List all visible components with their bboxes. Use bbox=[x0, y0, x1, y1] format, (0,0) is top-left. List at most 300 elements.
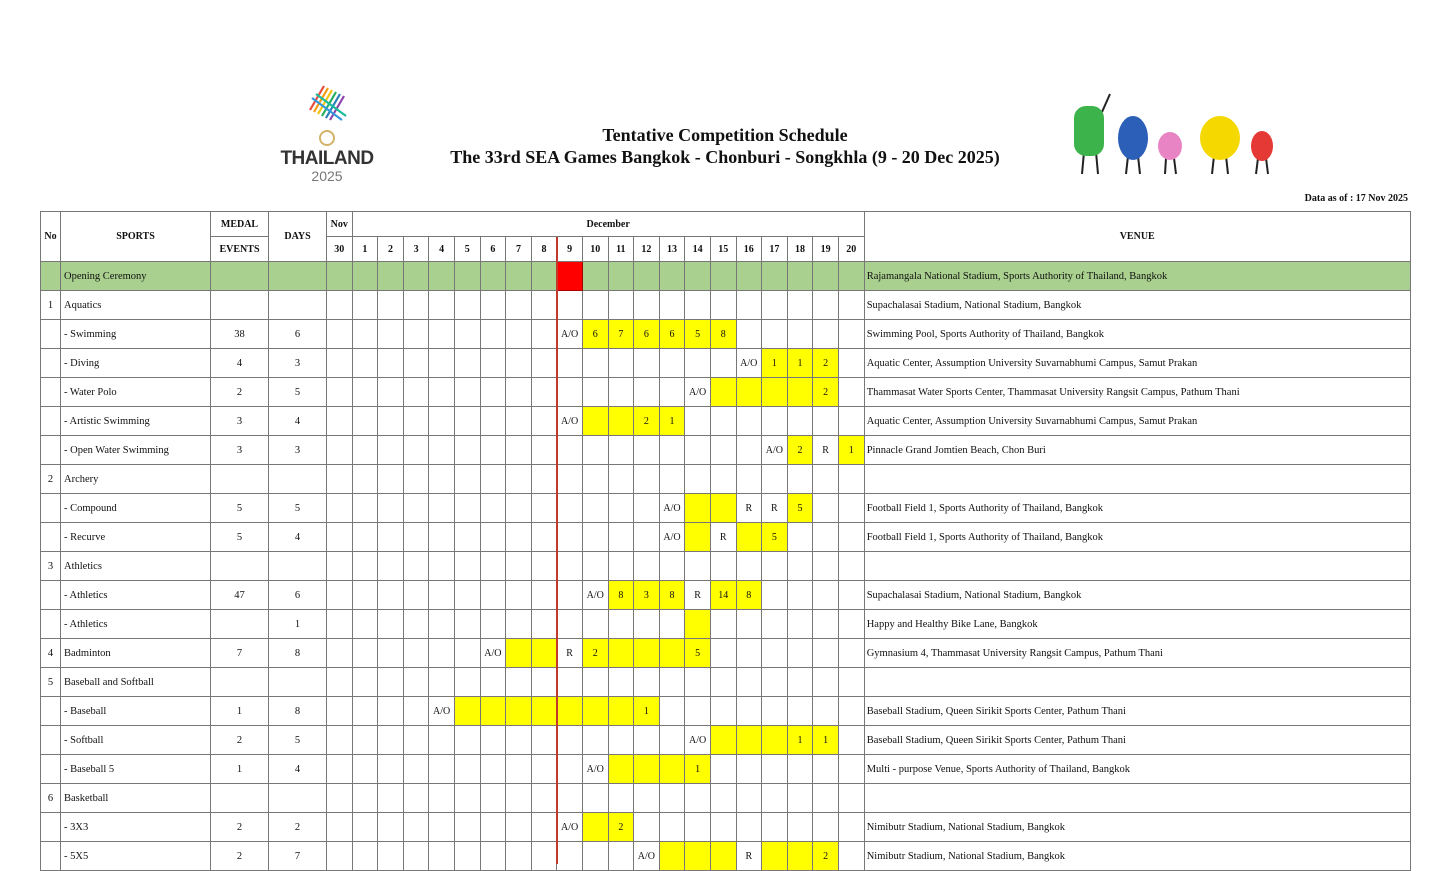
schedule-cell bbox=[352, 494, 378, 523]
venue: Thammasat Water Sports Center, Thammasat University Rangsit Campus, Pathum Thani bbox=[864, 378, 1410, 407]
competition-day-cell bbox=[608, 697, 634, 726]
schedule-cell bbox=[659, 262, 685, 291]
venue bbox=[864, 784, 1410, 813]
schedule-cell bbox=[327, 523, 353, 552]
table-row bbox=[41, 610, 1411, 639]
schedule-cell bbox=[506, 755, 532, 784]
sport-name: - Softball bbox=[61, 726, 211, 755]
schedule-cell bbox=[736, 407, 762, 436]
title-line-2: The 33rd SEA Games Bangkok - Chonburi - Songkhla (9 - 20 Dec 2025) bbox=[450, 147, 1000, 167]
competition-days bbox=[269, 465, 327, 494]
row-number bbox=[41, 407, 61, 436]
schedule-cell: A/O bbox=[557, 813, 583, 842]
schedule-cell bbox=[352, 465, 378, 494]
schedule-cell bbox=[403, 436, 429, 465]
schedule-cell bbox=[787, 755, 813, 784]
schedule-cell bbox=[327, 465, 353, 494]
header-days: DAYS bbox=[269, 212, 327, 262]
schedule-cell bbox=[582, 465, 608, 494]
schedule-cell bbox=[838, 581, 864, 610]
competition-day-cell bbox=[506, 697, 532, 726]
schedule-cell bbox=[838, 755, 864, 784]
schedule-cell bbox=[403, 523, 429, 552]
table-row bbox=[41, 726, 1411, 755]
schedule-cell bbox=[403, 552, 429, 581]
row-number bbox=[41, 581, 61, 610]
schedule-cell bbox=[327, 755, 353, 784]
schedule-cell bbox=[506, 523, 532, 552]
schedule-cell bbox=[454, 436, 480, 465]
schedule-cell bbox=[352, 784, 378, 813]
day-header: 16 bbox=[736, 237, 762, 262]
table-row bbox=[41, 668, 1411, 697]
schedule-cell bbox=[480, 291, 506, 320]
logo-ribbon-icon bbox=[272, 80, 382, 148]
venue: Nimibutr Stadium, National Stadium, Bangkok bbox=[864, 813, 1410, 842]
table-row bbox=[41, 349, 1411, 378]
schedule-cell bbox=[378, 291, 404, 320]
table-row bbox=[41, 436, 1411, 465]
row-number bbox=[41, 262, 61, 291]
schedule-cell: A/O bbox=[480, 639, 506, 668]
schedule-cell bbox=[480, 784, 506, 813]
schedule-cell bbox=[838, 378, 864, 407]
schedule-cell bbox=[659, 552, 685, 581]
venue: Swimming Pool, Sports Authority of Thailand, Bangkok bbox=[864, 320, 1410, 349]
schedule-cell bbox=[327, 610, 353, 639]
competition-schedule-table bbox=[40, 211, 1411, 871]
table-row bbox=[41, 494, 1411, 523]
day-header: 30 bbox=[327, 237, 353, 262]
schedule-cell bbox=[762, 697, 788, 726]
schedule-cell bbox=[736, 320, 762, 349]
venue: Aquatic Center, Assumption University Suvarnabhumi Campus, Samut Prakan bbox=[864, 407, 1410, 436]
schedule-cell bbox=[506, 842, 532, 871]
schedule-cell bbox=[480, 813, 506, 842]
row-number bbox=[41, 378, 61, 407]
sport-name: - Baseball 5 bbox=[61, 755, 211, 784]
competition-days: 8 bbox=[269, 697, 327, 726]
schedule-cell bbox=[352, 320, 378, 349]
table-row bbox=[41, 378, 1411, 407]
schedule-cell bbox=[608, 668, 634, 697]
venue: Nimibutr Stadium, National Stadium, Bangkok bbox=[864, 842, 1410, 871]
day-header: 20 bbox=[838, 237, 864, 262]
competition-day-cell: 6 bbox=[582, 320, 608, 349]
sport-name: Athletics bbox=[61, 552, 211, 581]
schedule-cell bbox=[838, 610, 864, 639]
schedule-cell bbox=[506, 581, 532, 610]
venue: Baseball Stadium, Queen Sirikit Sports Center, Pathum Thani bbox=[864, 697, 1410, 726]
day-header: 9 bbox=[557, 237, 583, 262]
row-number bbox=[41, 842, 61, 871]
schedule-cell bbox=[813, 639, 839, 668]
schedule-cell bbox=[506, 668, 532, 697]
table-row bbox=[41, 581, 1411, 610]
medal-events: 5 bbox=[211, 494, 269, 523]
table-row bbox=[41, 842, 1411, 871]
schedule-cell: A/O bbox=[685, 378, 711, 407]
schedule-cell bbox=[454, 581, 480, 610]
schedule-cell bbox=[582, 262, 608, 291]
competition-day-cell: 2 bbox=[634, 407, 660, 436]
schedule-cell bbox=[838, 291, 864, 320]
schedule-cell bbox=[557, 668, 583, 697]
schedule-cell: R bbox=[736, 842, 762, 871]
schedule-cell bbox=[454, 320, 480, 349]
competition-day-cell: 2 bbox=[582, 639, 608, 668]
day-header: 15 bbox=[710, 237, 736, 262]
schedule-cell bbox=[429, 291, 455, 320]
schedule-cell bbox=[327, 639, 353, 668]
schedule-cell bbox=[659, 610, 685, 639]
medal-events bbox=[211, 465, 269, 494]
schedule-cell bbox=[582, 726, 608, 755]
schedule-cell bbox=[454, 813, 480, 842]
schedule-cell bbox=[506, 465, 532, 494]
schedule-cell bbox=[813, 262, 839, 291]
schedule-cell bbox=[327, 842, 353, 871]
schedule-cell bbox=[454, 668, 480, 697]
sport-name: Badminton bbox=[61, 639, 211, 668]
sport-name: Aquatics bbox=[61, 291, 211, 320]
day-header: 18 bbox=[787, 237, 813, 262]
competition-day-cell bbox=[557, 697, 583, 726]
medal-events: 3 bbox=[211, 407, 269, 436]
row-number bbox=[41, 494, 61, 523]
schedule-cell bbox=[429, 465, 455, 494]
competition-days: 4 bbox=[269, 523, 327, 552]
day-header: 4 bbox=[429, 237, 455, 262]
schedule-cell bbox=[736, 755, 762, 784]
schedule-cell bbox=[403, 639, 429, 668]
schedule-cell bbox=[403, 581, 429, 610]
schedule-cell: A/O bbox=[429, 697, 455, 726]
schedule-cell bbox=[813, 523, 839, 552]
schedule-cell bbox=[710, 610, 736, 639]
competition-days bbox=[269, 784, 327, 813]
schedule-cell bbox=[506, 378, 532, 407]
schedule-cell bbox=[736, 668, 762, 697]
schedule-cell bbox=[685, 436, 711, 465]
schedule-cell bbox=[429, 581, 455, 610]
schedule-cell bbox=[710, 436, 736, 465]
competition-days bbox=[269, 262, 327, 291]
competition-days: 5 bbox=[269, 494, 327, 523]
competition-day-cell bbox=[762, 726, 788, 755]
schedule-cell bbox=[685, 407, 711, 436]
schedule-cell bbox=[813, 784, 839, 813]
schedule-cell bbox=[685, 552, 711, 581]
schedule-cell bbox=[352, 813, 378, 842]
schedule-cell bbox=[352, 291, 378, 320]
sport-name: - 3X3 bbox=[61, 813, 211, 842]
schedule-cell bbox=[659, 465, 685, 494]
data-as-of: Data as of : 17 Nov 2025 bbox=[1304, 193, 1408, 204]
schedule-cell bbox=[352, 523, 378, 552]
schedule-cell bbox=[378, 610, 404, 639]
schedule-cell bbox=[480, 407, 506, 436]
schedule-cell bbox=[352, 552, 378, 581]
schedule-cell: A/O bbox=[557, 320, 583, 349]
competition-day-cell bbox=[608, 639, 634, 668]
schedule-cell bbox=[327, 320, 353, 349]
schedule-cell: R bbox=[762, 494, 788, 523]
row-number: 6 bbox=[41, 784, 61, 813]
row-number bbox=[41, 320, 61, 349]
sport-name: - Athletics bbox=[61, 581, 211, 610]
competition-day-cell: 1 bbox=[685, 755, 711, 784]
schedule-cell bbox=[506, 436, 532, 465]
day-header: 14 bbox=[685, 237, 711, 262]
schedule-cell bbox=[787, 320, 813, 349]
day-header: 12 bbox=[634, 237, 660, 262]
schedule-cell bbox=[454, 523, 480, 552]
day-header: 6 bbox=[480, 237, 506, 262]
schedule-cell bbox=[685, 465, 711, 494]
schedule-cell bbox=[480, 552, 506, 581]
schedule-cell bbox=[736, 813, 762, 842]
logo-wordmark: THAILAND bbox=[280, 148, 374, 169]
schedule-cell bbox=[454, 465, 480, 494]
header-december: December bbox=[352, 212, 864, 237]
medal-events: 3 bbox=[211, 436, 269, 465]
competition-days bbox=[269, 552, 327, 581]
schedule-cell bbox=[659, 349, 685, 378]
schedule-cell bbox=[838, 639, 864, 668]
schedule-cell bbox=[557, 291, 583, 320]
schedule-cell bbox=[762, 639, 788, 668]
schedule-cell bbox=[634, 668, 660, 697]
schedule-cell bbox=[531, 378, 557, 407]
row-number bbox=[41, 436, 61, 465]
sport-name: Opening Ceremony bbox=[61, 262, 211, 291]
schedule-cell bbox=[352, 581, 378, 610]
schedule-cell: A/O bbox=[685, 726, 711, 755]
schedule-cell bbox=[327, 581, 353, 610]
schedule-cell bbox=[787, 639, 813, 668]
competition-day-cell bbox=[762, 378, 788, 407]
schedule-cell bbox=[352, 436, 378, 465]
schedule-cell bbox=[685, 697, 711, 726]
sport-name: Basketball bbox=[61, 784, 211, 813]
competition-days: 8 bbox=[269, 639, 327, 668]
schedule-cell bbox=[608, 523, 634, 552]
schedule-cell bbox=[378, 726, 404, 755]
schedule-cell bbox=[736, 436, 762, 465]
schedule-cell bbox=[838, 262, 864, 291]
schedule-cell bbox=[608, 262, 634, 291]
sport-name: - Diving bbox=[61, 349, 211, 378]
schedule-cell bbox=[403, 320, 429, 349]
schedule-cell bbox=[685, 784, 711, 813]
schedule-cell bbox=[608, 726, 634, 755]
header-venue: VENUE bbox=[864, 212, 1410, 262]
schedule-cell bbox=[813, 697, 839, 726]
schedule-cell bbox=[403, 465, 429, 494]
schedule-cell bbox=[378, 262, 404, 291]
schedule-cell bbox=[506, 349, 532, 378]
schedule-cell bbox=[634, 378, 660, 407]
schedule-cell bbox=[685, 291, 711, 320]
competition-day-cell: 1 bbox=[787, 349, 813, 378]
sport-name: Archery bbox=[61, 465, 211, 494]
schedule-cell bbox=[787, 581, 813, 610]
table-row bbox=[41, 262, 1411, 291]
schedule-cell bbox=[557, 581, 583, 610]
schedule-cell bbox=[531, 494, 557, 523]
row-number bbox=[41, 523, 61, 552]
competition-day-cell bbox=[582, 407, 608, 436]
schedule-cell bbox=[736, 552, 762, 581]
schedule-cell bbox=[762, 668, 788, 697]
schedule-cell bbox=[659, 436, 685, 465]
schedule-cell bbox=[531, 552, 557, 581]
schedule-cell bbox=[454, 494, 480, 523]
schedule-cell bbox=[480, 523, 506, 552]
schedule-cell bbox=[736, 784, 762, 813]
schedule-cell bbox=[634, 813, 660, 842]
schedule-cell bbox=[378, 320, 404, 349]
schedule-cell bbox=[531, 668, 557, 697]
day-header: 2 bbox=[378, 237, 404, 262]
schedule-cell bbox=[327, 494, 353, 523]
schedule-cell bbox=[685, 262, 711, 291]
day-header: 5 bbox=[454, 237, 480, 262]
schedule-cell bbox=[634, 436, 660, 465]
schedule-cell bbox=[429, 784, 455, 813]
schedule-cell bbox=[378, 436, 404, 465]
schedule-cell bbox=[659, 697, 685, 726]
schedule-cell bbox=[480, 436, 506, 465]
header-no: No bbox=[41, 212, 61, 262]
day-header: 10 bbox=[582, 237, 608, 262]
schedule-cell bbox=[838, 552, 864, 581]
schedule-cell bbox=[762, 320, 788, 349]
table-row bbox=[41, 755, 1411, 784]
schedule-cell bbox=[838, 784, 864, 813]
schedule-cell bbox=[531, 842, 557, 871]
competition-day-cell bbox=[659, 842, 685, 871]
schedule-cell bbox=[352, 639, 378, 668]
schedule-cell: A/O bbox=[582, 755, 608, 784]
schedule-cell bbox=[813, 465, 839, 494]
schedule-cell bbox=[531, 465, 557, 494]
medal-events: 5 bbox=[211, 523, 269, 552]
medal-events: 7 bbox=[211, 639, 269, 668]
schedule-cell bbox=[787, 291, 813, 320]
schedule-cell bbox=[634, 610, 660, 639]
medal-events bbox=[211, 610, 269, 639]
schedule-cell bbox=[454, 291, 480, 320]
schedule-cell bbox=[506, 726, 532, 755]
schedule-cell bbox=[557, 465, 583, 494]
table-row bbox=[41, 639, 1411, 668]
schedule-cell bbox=[762, 784, 788, 813]
schedule-cell bbox=[710, 407, 736, 436]
schedule-cell bbox=[531, 581, 557, 610]
sport-name: - Recurve bbox=[61, 523, 211, 552]
schedule-cell bbox=[838, 842, 864, 871]
schedule-cell bbox=[634, 523, 660, 552]
day-header: 7 bbox=[506, 237, 532, 262]
schedule-cell bbox=[403, 262, 429, 291]
day-header: 3 bbox=[403, 237, 429, 262]
schedule-cell bbox=[531, 436, 557, 465]
competition-day-cell bbox=[659, 639, 685, 668]
venue: Aquatic Center, Assumption University Suvarnabhumi Campus, Samut Prakan bbox=[864, 349, 1410, 378]
day-header: 11 bbox=[608, 237, 634, 262]
schedule-cell bbox=[634, 349, 660, 378]
schedule-cell bbox=[557, 436, 583, 465]
schedule-cell bbox=[659, 668, 685, 697]
schedule-cell bbox=[531, 610, 557, 639]
schedule-cell bbox=[403, 291, 429, 320]
day-header: 17 bbox=[762, 237, 788, 262]
schedule-cell bbox=[557, 378, 583, 407]
competition-day-cell bbox=[710, 494, 736, 523]
venue: Happy and Healthy Bike Lane, Bangkok bbox=[864, 610, 1410, 639]
schedule-cell bbox=[762, 813, 788, 842]
schedule-cell bbox=[429, 494, 455, 523]
medal-events bbox=[211, 552, 269, 581]
schedule-cell bbox=[327, 697, 353, 726]
schedule-cell bbox=[531, 755, 557, 784]
schedule-cell bbox=[762, 465, 788, 494]
schedule-cell bbox=[327, 407, 353, 436]
schedule-cell bbox=[480, 610, 506, 639]
schedule-cell bbox=[429, 639, 455, 668]
medal-events: 1 bbox=[211, 697, 269, 726]
schedule-cell bbox=[531, 813, 557, 842]
schedule-cell bbox=[531, 320, 557, 349]
schedule-cell bbox=[762, 581, 788, 610]
schedule-cell: R bbox=[736, 494, 762, 523]
schedule-cell bbox=[429, 378, 455, 407]
competition-day-cell bbox=[582, 697, 608, 726]
schedule-cell bbox=[378, 813, 404, 842]
schedule-cell bbox=[429, 726, 455, 755]
header-events: EVENTS bbox=[211, 237, 269, 262]
schedule-cell bbox=[608, 291, 634, 320]
schedule-cell bbox=[480, 755, 506, 784]
row-number bbox=[41, 349, 61, 378]
schedule-cell bbox=[838, 697, 864, 726]
schedule-cell bbox=[787, 407, 813, 436]
sea-games-logo bbox=[272, 80, 382, 185]
schedule-cell bbox=[787, 552, 813, 581]
competition-day-cell bbox=[685, 842, 711, 871]
schedule-cell bbox=[557, 349, 583, 378]
schedule-cell bbox=[429, 407, 455, 436]
schedule-cell bbox=[378, 378, 404, 407]
schedule-cell bbox=[710, 552, 736, 581]
schedule-cell bbox=[762, 407, 788, 436]
schedule-cell bbox=[710, 291, 736, 320]
schedule-cell: A/O bbox=[736, 349, 762, 378]
competition-days: 1 bbox=[269, 610, 327, 639]
schedule-cell bbox=[352, 407, 378, 436]
ceremony-day-cell bbox=[557, 262, 583, 291]
competition-day-cell: 5 bbox=[762, 523, 788, 552]
competition-days: 4 bbox=[269, 407, 327, 436]
schedule-cell bbox=[557, 523, 583, 552]
competition-day-cell bbox=[736, 378, 762, 407]
schedule-cell bbox=[506, 610, 532, 639]
schedule-cell bbox=[787, 262, 813, 291]
competition-days: 3 bbox=[269, 349, 327, 378]
sport-name: - Athletics bbox=[61, 610, 211, 639]
